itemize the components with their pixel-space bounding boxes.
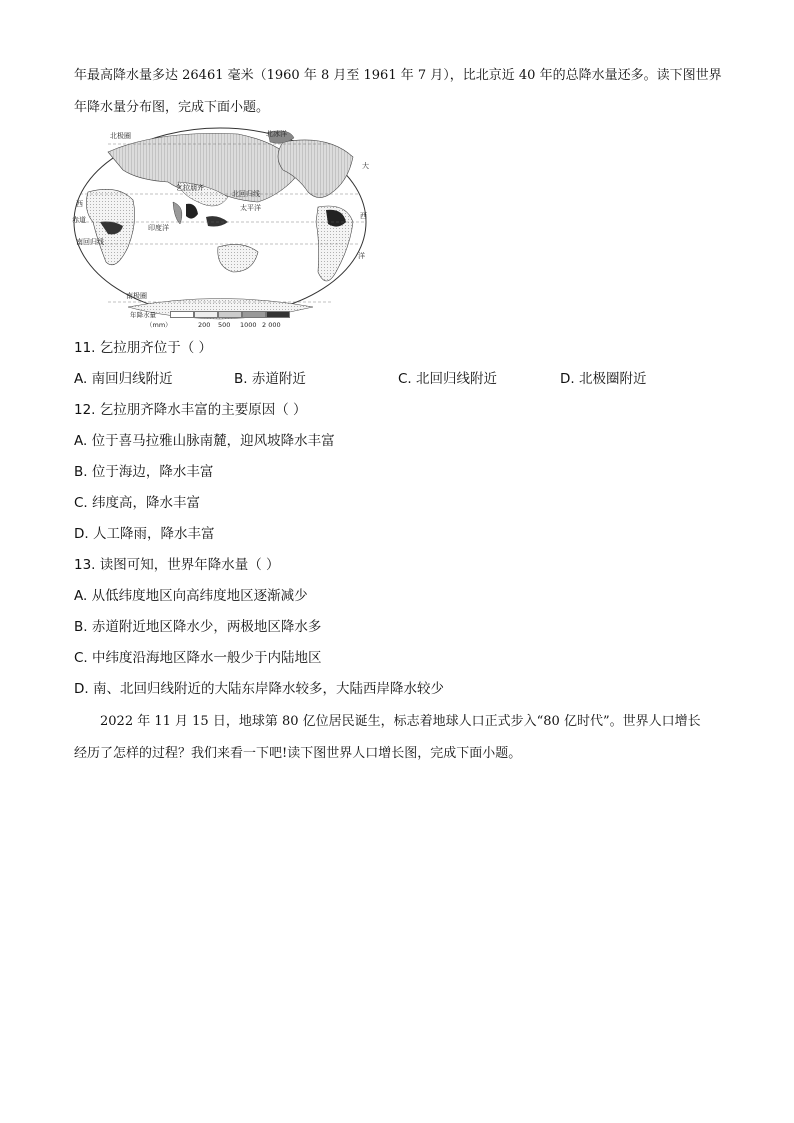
legend-swatch-3: [218, 311, 242, 318]
west-label-left: 西: [76, 200, 83, 208]
cherrapunji-label: 乞拉朋齐: [176, 184, 204, 192]
tropic-cancer-label: 北回归线: [232, 190, 260, 198]
intro-line-1: 年最高降水量多达 26461 毫米（1960 年 8 月至 1961 年 7 月），比北京近 40 年的总降水量还多。读下图世界: [74, 68, 722, 83]
legend-tick-500: 500: [218, 321, 231, 329]
legend-unit: （mm）: [146, 321, 172, 329]
world-precipitation-map: [68, 122, 372, 330]
outro-line-1: 2022 年 11 月 15 日，地球第 80 亿位居民诞生，标志着地球人口正式步入“80 亿时代”。世界人口增长: [100, 714, 701, 729]
legend-swatches: [170, 311, 290, 318]
pacific-label: 太平洋: [240, 204, 261, 212]
legend-title: 年降水量: [130, 311, 156, 319]
question-13-option-b[interactable]: B. 赤道附近地区降水少，两极地区降水多: [74, 619, 322, 635]
question-13-option-d[interactable]: D. 南、北回归线附近的大陆东岸降水较多，大陆西岸降水较少: [74, 681, 444, 697]
question-11-option-b[interactable]: B. 赤道附近: [234, 371, 306, 387]
question-12-option-c[interactable]: C. 纬度高，降水丰富: [74, 495, 201, 511]
outro-line-2: 经历了怎样的过程？我们来看一下吧!读下图世界人口增长图，完成下面小题。: [74, 746, 522, 761]
arctic-ocean-label: 北冰洋: [266, 130, 287, 138]
legend-swatch-1: [170, 311, 194, 318]
question-12-stem: 12. 乞拉朋齐降水丰富的主要原因（ ）: [74, 402, 307, 418]
atlantic-label-yang: 洋: [358, 252, 365, 260]
question-12-option-b[interactable]: B. 位于海边，降水丰富: [74, 464, 214, 480]
question-13-option-a[interactable]: A. 从低纬度地区向高纬度地区逐渐减少: [74, 588, 308, 604]
question-12-option-d[interactable]: D. 人工降雨，降水丰富: [74, 526, 215, 542]
question-11-stem: 11. 乞拉朋齐位于（ ）: [74, 340, 213, 356]
question-11-option-d[interactable]: D. 北极圈附近: [560, 371, 647, 387]
intro-line-2: 年降水量分布图，完成下面小题。: [74, 100, 270, 115]
legend-swatch-2: [194, 311, 218, 318]
question-13-stem: 13. 读图可知，世界年降水量（ ）: [74, 557, 280, 573]
question-13-option-c[interactable]: C. 中纬度沿海地区降水一般少于内陆地区: [74, 650, 322, 666]
world-map-graphic: [68, 122, 372, 330]
atlantic-label-da: 大: [362, 162, 369, 170]
legend-tick-2000: 2 000: [262, 321, 281, 329]
atlantic-label-xi: 西: [360, 212, 367, 220]
antarctic-circle-label: 南极圈: [126, 292, 147, 300]
indian-ocean-label: 印度洋: [148, 224, 169, 232]
arctic-circle-label: 北极圈: [110, 132, 131, 140]
question-11-option-c[interactable]: C. 北回归线附近: [398, 371, 498, 387]
tropic-capricorn-label: 南回归线: [76, 238, 104, 246]
legend-swatch-5: [266, 311, 290, 318]
legend-tick-1000: 1000: [240, 321, 257, 329]
equator-label: 赤道: [72, 216, 86, 224]
legend-tick-200: 200: [198, 321, 211, 329]
question-11-option-a[interactable]: A. 南回归线附近: [74, 371, 173, 387]
question-12-option-a[interactable]: A. 位于喜马拉雅山脉南麓，迎风坡降水丰富: [74, 433, 335, 449]
legend-swatch-4: [242, 311, 266, 318]
